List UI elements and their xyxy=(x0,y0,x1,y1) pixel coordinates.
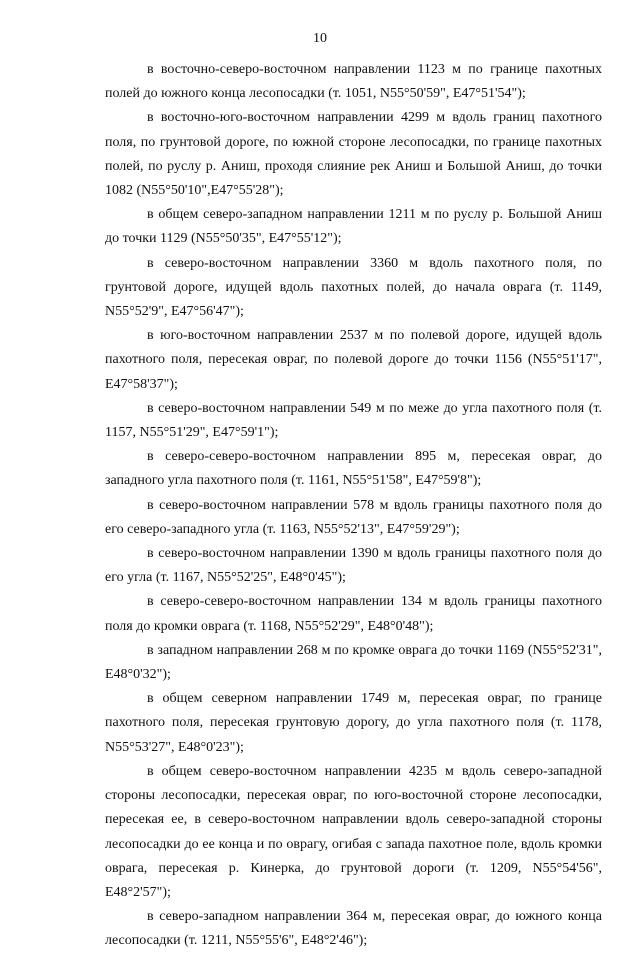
paragraph: в северо-восточном направлении 1390 м вдоль границы пахотного поля до его угла (т. 1167, N55°52'25", E48°0'45"); xyxy=(105,546,602,586)
document-body xyxy=(105,58,602,954)
paragraph: в северо-северо-восточном направлении 134 м вдоль границы пахотного поля до кромки оврага (т. 1168, N55°52'29", E48°0'48"); xyxy=(105,594,602,634)
paragraph: в восточно-северо-восточном направлении 1123 м по границе пахотных полей до южного конца лесопосадки (т. 1051, N55°50'59", E47°51'54"); xyxy=(105,62,602,102)
paragraph: в восточно-юго-восточном направлении 4299 м вдоль границ пахотного поля, по грунтовой дороге, по южной стороне лесопосадки, по границе пахотных полей, по руслу р. Аниш, проходя слияние рек Аниш и Большой Аниш, до точки 1082 (N55°50'10",E47°55'28"); xyxy=(105,110,602,199)
page-number: 10 xyxy=(313,31,327,46)
paragraph: в общем северо-западном направлении 1211 м по руслу р. Большой Аниш до точки 1129 (N55°50'35", E47°55'12"); xyxy=(105,207,602,247)
paragraph: в северо-восточном направлении 3360 м вдоль пахотного поля, по грунтовой дороге, идущей вдоль пахотных полей, до начала оврага (т. 1149, N55°52'9", E47°56'47"); xyxy=(105,255,602,320)
paragraph: в северо-западном направлении 364 м, пересекая овраг, до южного конца лесопосадки (т. 1211, N55°55'6", E48°2'46"); xyxy=(105,909,602,949)
paragraph: в северо-северо-восточном направлении 895 м, пересекая овраг, до западного угла пахотного поля (т. 1161, N55°51'58", E47°59'8"); xyxy=(105,449,602,489)
paragraph: в северо-восточном направлении 549 м по меже до угла пахотного поля (т. 1157, N55°51'29", E47°59'1"); xyxy=(105,400,602,441)
paragraph: в северо-восточном направлении 578 м вдоль границы пахотного поля до его северо-западного угла (т. 1163, N55°52'13", E47°59'29"); xyxy=(105,497,602,537)
paragraph: в общем северо-восточном направлении 4235 м вдоль северо-западной стороны лесопосадки, пересекая овраг, по юго-восточной стороне лесопосадки, пересекая ее, в северо-восточном направлении вдоль северо-западной стороны лесопосадки до ее конца и по оврагу, огибая с запада пахотное поле, вдоль кромки оврага, пересекая р. Кинерка, до грунтовой дороги (т. 1209, N55°54'56", E48°2'57"); xyxy=(105,763,602,900)
paragraph: в юго-восточном направлении 2537 м по полевой дороге, идущей вдоль пахотного поля, пересекая овраг, по полевой дороге до точки 1156 (N55°51'17", E47°58'37"); xyxy=(105,328,602,392)
paragraph: в западном направлении 268 м по кромке оврага до точки 1169 (N55°52'31", E48°0'32"); xyxy=(105,642,602,683)
paragraph: в общем северном направлении 1749 м, пересекая овраг, по границе пахотного поля, пересекая грунтовую дорогу, до угла пахотного поля (т. 1178, N55°53'27", E48°0'23"); xyxy=(105,691,602,755)
